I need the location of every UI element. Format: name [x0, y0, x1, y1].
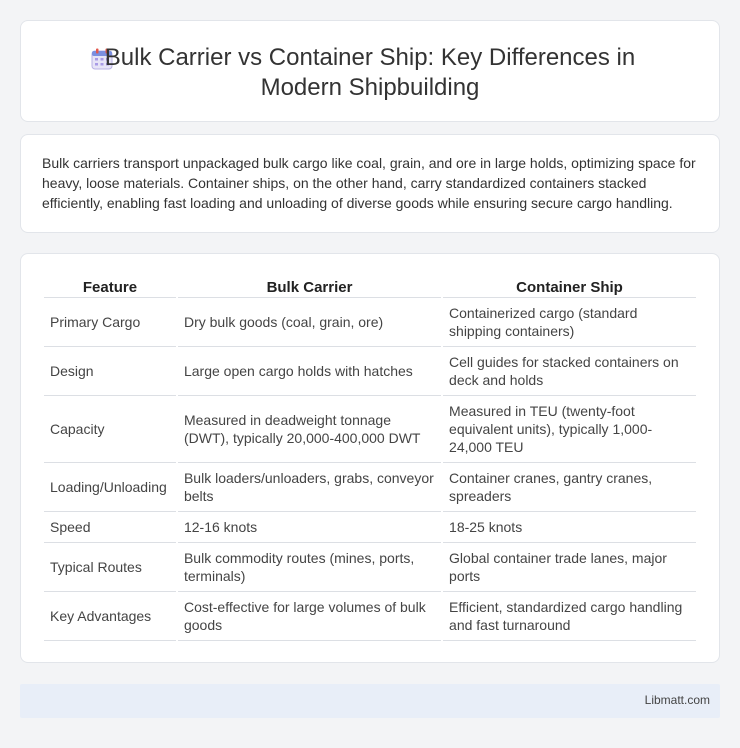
comparison-table [42, 274, 698, 641]
container-ship-cell: Cell guides for stacked containers on deck and holds [443, 347, 696, 396]
container-ship-cell: 18-25 knots [443, 512, 696, 543]
column-header-feature: Feature [44, 274, 176, 298]
column-header-container-ship: Container Ship [443, 274, 696, 298]
feature-cell: Loading/Unloading [44, 463, 176, 512]
table-row [44, 543, 696, 592]
bulk-carrier-cell: Measured in deadweight tonnage (DWT), typically 20,000-400,000 DWT [178, 396, 441, 463]
intro-card [20, 134, 720, 233]
feature-cell: Design [44, 347, 176, 396]
table-row [44, 592, 696, 641]
table-row [44, 347, 696, 396]
table-row [44, 463, 696, 512]
column-header-bulk-carrier: Bulk Carrier [178, 274, 441, 298]
intro-paragraph: Bulk carriers transport unpackaged bulk cargo like coal, grain, and ore in large holds, optimizing space for heavy, loose materials. Container ships, on the other hand, carry standardized containers stacked efficiently, enabling fast loading and unloading of diverse goods while ensuring secure cargo handling. [42, 155, 696, 211]
table-row [44, 512, 696, 543]
bulk-carrier-cell: Bulk commodity routes (mines, ports, terminals) [178, 543, 441, 592]
footer-bar [20, 684, 720, 718]
container-ship-cell: Containerized cargo (standard shipping containers) [443, 298, 696, 347]
feature-cell: Typical Routes [44, 543, 176, 592]
bulk-carrier-cell: Bulk loaders/unloaders, grabs, conveyor belts [178, 463, 441, 512]
footer-site-link[interactable]: Libmatt.com [644, 693, 710, 707]
table-row [44, 298, 696, 347]
container-ship-cell: Container cranes, gantry cranes, spreaders [443, 463, 696, 512]
container-ship-cell: Measured in TEU (twenty-foot equivalent units), typically 1,000-24,000 TEU [443, 396, 696, 463]
bulk-carrier-cell: Cost-effective for large volumes of bulk goods [178, 592, 441, 641]
bulk-carrier-cell: 12-16 knots [178, 512, 441, 543]
table-row [44, 396, 696, 463]
feature-cell: Capacity [44, 396, 176, 463]
feature-cell: Primary Cargo [44, 298, 176, 347]
feature-cell: Key Advantages [44, 592, 176, 641]
page-title: Bulk Carrier vs Container Ship: Key Differences in Modern Shipbuilding [104, 44, 636, 101]
title-card [20, 20, 720, 122]
table-header-row [44, 274, 696, 298]
container-ship-cell: Global container trade lanes, major ports [443, 543, 696, 592]
feature-cell: Speed [44, 512, 176, 543]
bulk-carrier-cell: Dry bulk goods (coal, grain, ore) [178, 298, 441, 347]
bulk-carrier-cell: Large open cargo holds with hatches [178, 347, 441, 396]
comparison-card [20, 253, 720, 663]
container-ship-cell: Efficient, standardized cargo handling and fast turnaround [443, 592, 696, 641]
